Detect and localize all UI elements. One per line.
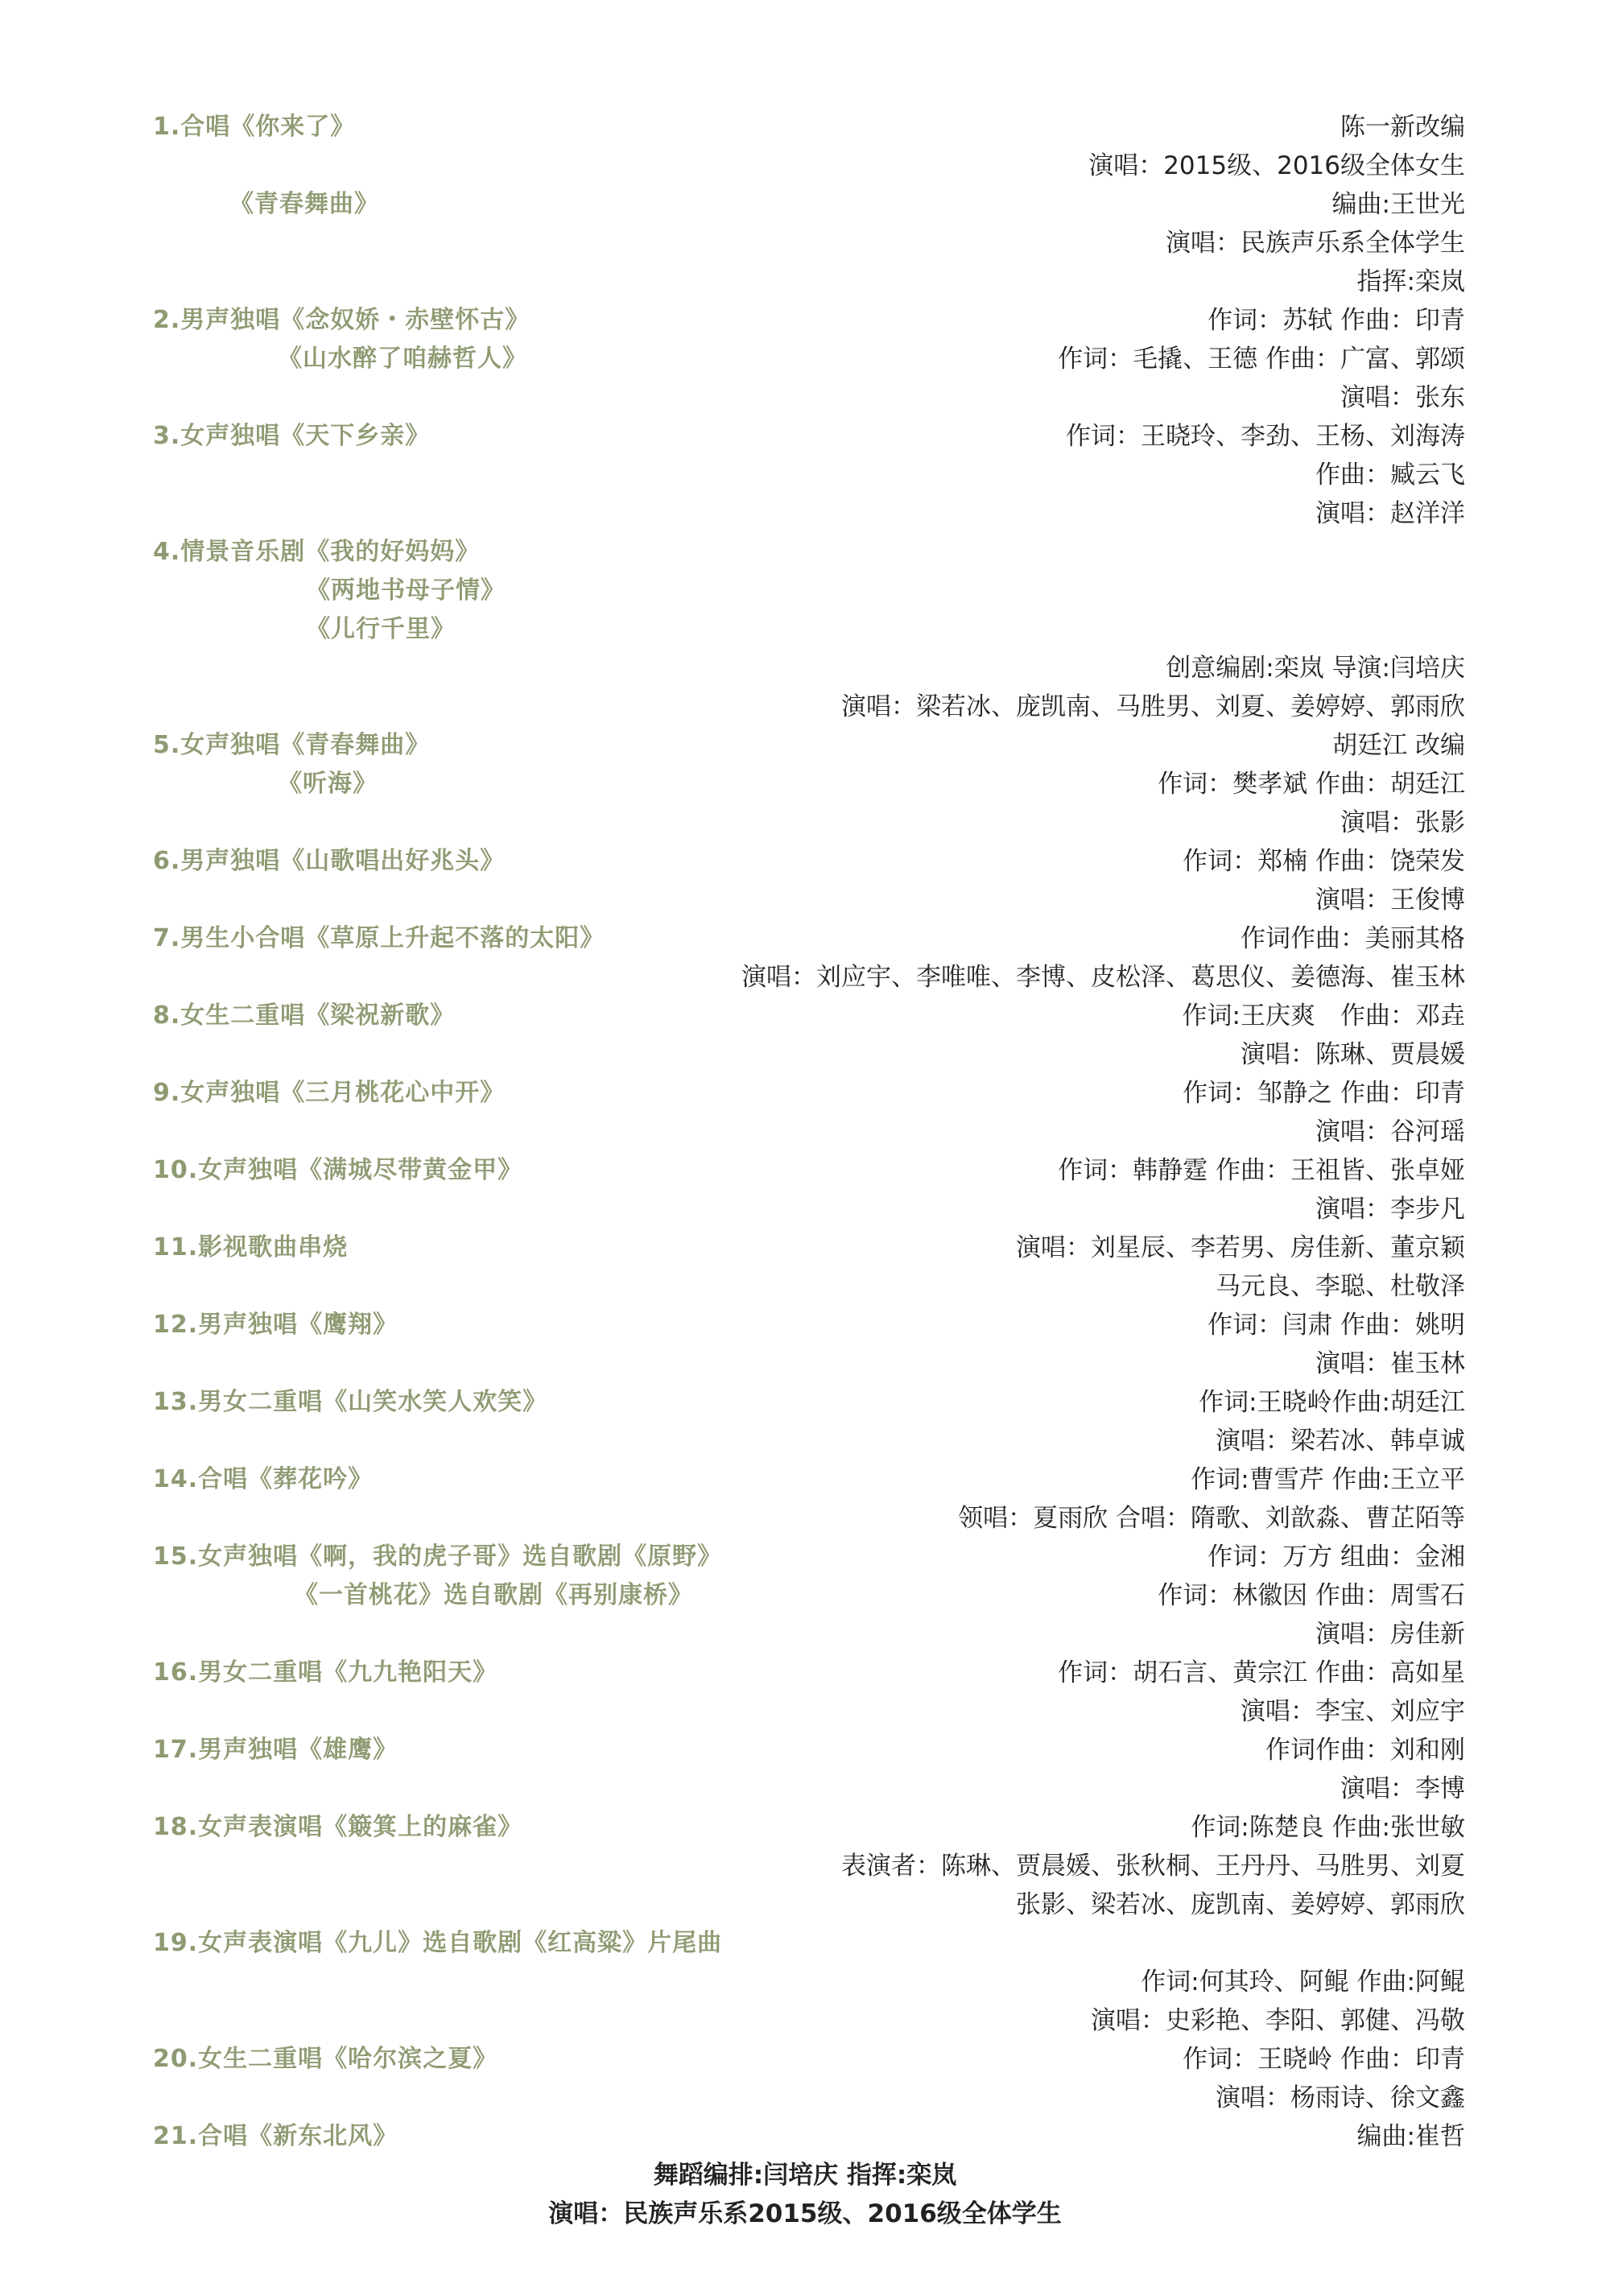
credit-line: 演唱：谷河瑶	[1315, 1117, 1465, 1146]
credit-line: 作词:王晓岭作曲:胡廷江	[1199, 1388, 1465, 1417]
credit-line: 作词：郑楠 作曲：饶荣发	[1183, 847, 1465, 876]
credit-line: 演唱：王俊博	[1315, 886, 1465, 915]
program-title: 《青春舞曲》	[229, 190, 379, 218]
credit-line: 陈一新改编	[1340, 113, 1465, 142]
credit-line: 作曲：臧云飞	[1315, 460, 1465, 489]
credit-line: 演唱：史彩艳、李阳、郭健、冯敬	[1091, 2006, 1465, 2035]
program-title: 4.情景音乐剧《我的好妈妈》	[153, 538, 481, 566]
program-title: 14.合唱《葬花吟》	[153, 1465, 374, 1493]
program-title: 7.男生小合唱《草原上升起不落的太阳》	[153, 924, 605, 952]
footer-line-2: 演唱：民族声乐系2015级、2016级全体学生	[548, 2199, 1062, 2228]
credit-line: 作词：王晓玲、李劲、王杨、刘海涛	[1066, 422, 1465, 451]
credit-line: 编曲:王世光	[1331, 190, 1465, 219]
credit-line: 演唱：李博	[1340, 1774, 1465, 1803]
credit-line: 演唱：张影	[1340, 808, 1465, 837]
program-title: 16.男女二重唱《九九艳阳天》	[153, 1658, 498, 1687]
credit-line: 演唱：梁若冰、庞凯南、马胜男、刘夏、姜婷婷、郭雨欣	[841, 692, 1465, 721]
credit-line: 作词：林徽因 作曲：周雪石	[1158, 1581, 1465, 1610]
program-title: 18.女声表演唱《簸箕上的麻雀》	[153, 1813, 523, 1841]
credit-line: 演唱：民族声乐系全体学生	[1166, 229, 1465, 258]
credit-line: 演唱：李步凡	[1315, 1195, 1465, 1224]
program-title: 10.女声独唱《满城尽带黄金甲》	[153, 1156, 523, 1184]
credit-line: 演唱：杨雨诗、徐文鑫	[1216, 2083, 1465, 2112]
program-title: 3.女声独唱《天下乡亲》	[153, 422, 431, 450]
credit-line: 演唱：2015级、2016级全体女生	[1088, 151, 1465, 180]
credit-line: 作词：苏轼 作曲：印青	[1208, 306, 1465, 335]
credit-line: 作词：邹静之 作曲：印青	[1183, 1079, 1465, 1108]
credit-line: 演唱：房佳新	[1315, 1620, 1465, 1649]
program-title: 9.女声独唱《三月桃花心中开》	[153, 1079, 506, 1107]
credit-line: 演唱：李宝、刘应宇	[1241, 1697, 1465, 1726]
program-title: 5.女声独唱《青春舞曲》	[153, 731, 431, 759]
credit-line: 演唱：崔玉林	[1315, 1349, 1465, 1378]
credit-line: 作词：胡石言、黄宗江 作曲：高如星	[1058, 1658, 1465, 1687]
program-title: 《听海》	[278, 770, 378, 798]
credit-line: 马元良、李聪、杜敬泽	[1216, 1272, 1465, 1301]
credit-line: 作词:曹雪芹 作曲:王立平	[1191, 1465, 1465, 1494]
program-title: 《两地书母子情》	[306, 576, 506, 605]
credit-line: 作词作曲：美丽其格	[1241, 924, 1465, 953]
program-title: 20.女生二重唱《哈尔滨之夏》	[153, 2045, 498, 2073]
credit-line: 演唱：梁若冰、韩卓诚	[1216, 1427, 1465, 1456]
program-title: 13.男女二重唱《山笑水笑人欢笑》	[153, 1388, 548, 1416]
credit-line: 演唱：刘应宇、李唯唯、李博、皮松泽、葛思仪、姜德海、崔玉林	[741, 963, 1465, 992]
credit-line: 作词：樊孝斌 作曲：胡廷江	[1158, 770, 1465, 799]
credit-line: 表演者：陈琳、贾晨媛、张秋桐、王丹丹、马胜男、刘夏	[841, 1852, 1465, 1881]
credit-line: 胡廷江 改编	[1332, 731, 1465, 760]
credit-line: 作词：闫肃 作曲：姚明	[1208, 1311, 1465, 1340]
credit-line: 作词:王庆爽 作曲：邓垚	[1182, 1001, 1465, 1030]
credit-line: 作词：王晓岭 作曲：印青	[1183, 2045, 1465, 2074]
program-title: 6.男声独唱《山歌唱出好兆头》	[153, 847, 506, 875]
credit-line: 演唱：刘星辰、李若男、房佳新、董京颖	[1016, 1233, 1465, 1262]
program-title: 《儿行千里》	[306, 615, 456, 643]
program-title: 19.女声表演唱《九儿》选自歌剧《红高粱》片尾曲	[153, 1929, 723, 1957]
credit-line: 作词:陈楚良 作曲:张世敏	[1191, 1813, 1465, 1842]
credit-line: 指挥:栾岚	[1356, 267, 1465, 296]
program-title: 21.合唱《新东北风》	[153, 2122, 398, 2150]
program-title: 15.女声独唱《啊，我的虎子哥》选自歌剧《原野》	[153, 1542, 723, 1571]
credit-line: 演唱：张东	[1340, 383, 1465, 412]
program-title: 11.影视歌曲串烧	[153, 1233, 349, 1262]
credit-line: 演唱：赵洋洋	[1315, 499, 1465, 528]
credit-line: 作词作曲：刘和刚	[1265, 1736, 1465, 1765]
credit-line: 创意编剧:栾岚 导演:闫培庆	[1166, 654, 1465, 683]
credit-line: 作词:何其玲、阿鲲 作曲:阿鲲	[1141, 1968, 1465, 1997]
credit-line: 作词：万方 组曲：金湘	[1208, 1542, 1465, 1571]
program-title: 12.男声独唱《鹰翔》	[153, 1311, 398, 1339]
program-title: 8.女生二重唱《梁祝新歌》	[153, 1001, 456, 1030]
credit-line: 作词：韩静霆 作曲：王祖皆、张卓娅	[1058, 1156, 1465, 1185]
program-title: 《一首桃花》选自歌剧《再别康桥》	[294, 1581, 693, 1609]
credit-line: 编曲:崔哲	[1356, 2122, 1465, 2151]
program-title: 2.男声独唱《念奴娇・赤壁怀古》	[153, 306, 530, 334]
program-title: 《山水醉了咱赫哲人》	[278, 345, 527, 373]
credit-line: 领唱：夏雨欣 合唱：隋歌、刘歆淼、曹芷陌等	[958, 1504, 1465, 1533]
footer-line-1: 舞蹈编排:闫培庆 指挥:栾岚	[653, 2161, 957, 2190]
program-title: 1.合唱《你来了》	[153, 113, 356, 141]
credit-line: 作词：毛撬、王德 作曲：广富、郭颂	[1058, 345, 1465, 374]
credit-line: 张影、梁若冰、庞凯南、姜婷婷、郭雨欣	[1016, 1890, 1465, 1919]
credit-line: 演唱：陈琳、贾晨媛	[1241, 1040, 1465, 1069]
program-title: 17.男声独唱《雄鹰》	[153, 1736, 398, 1764]
